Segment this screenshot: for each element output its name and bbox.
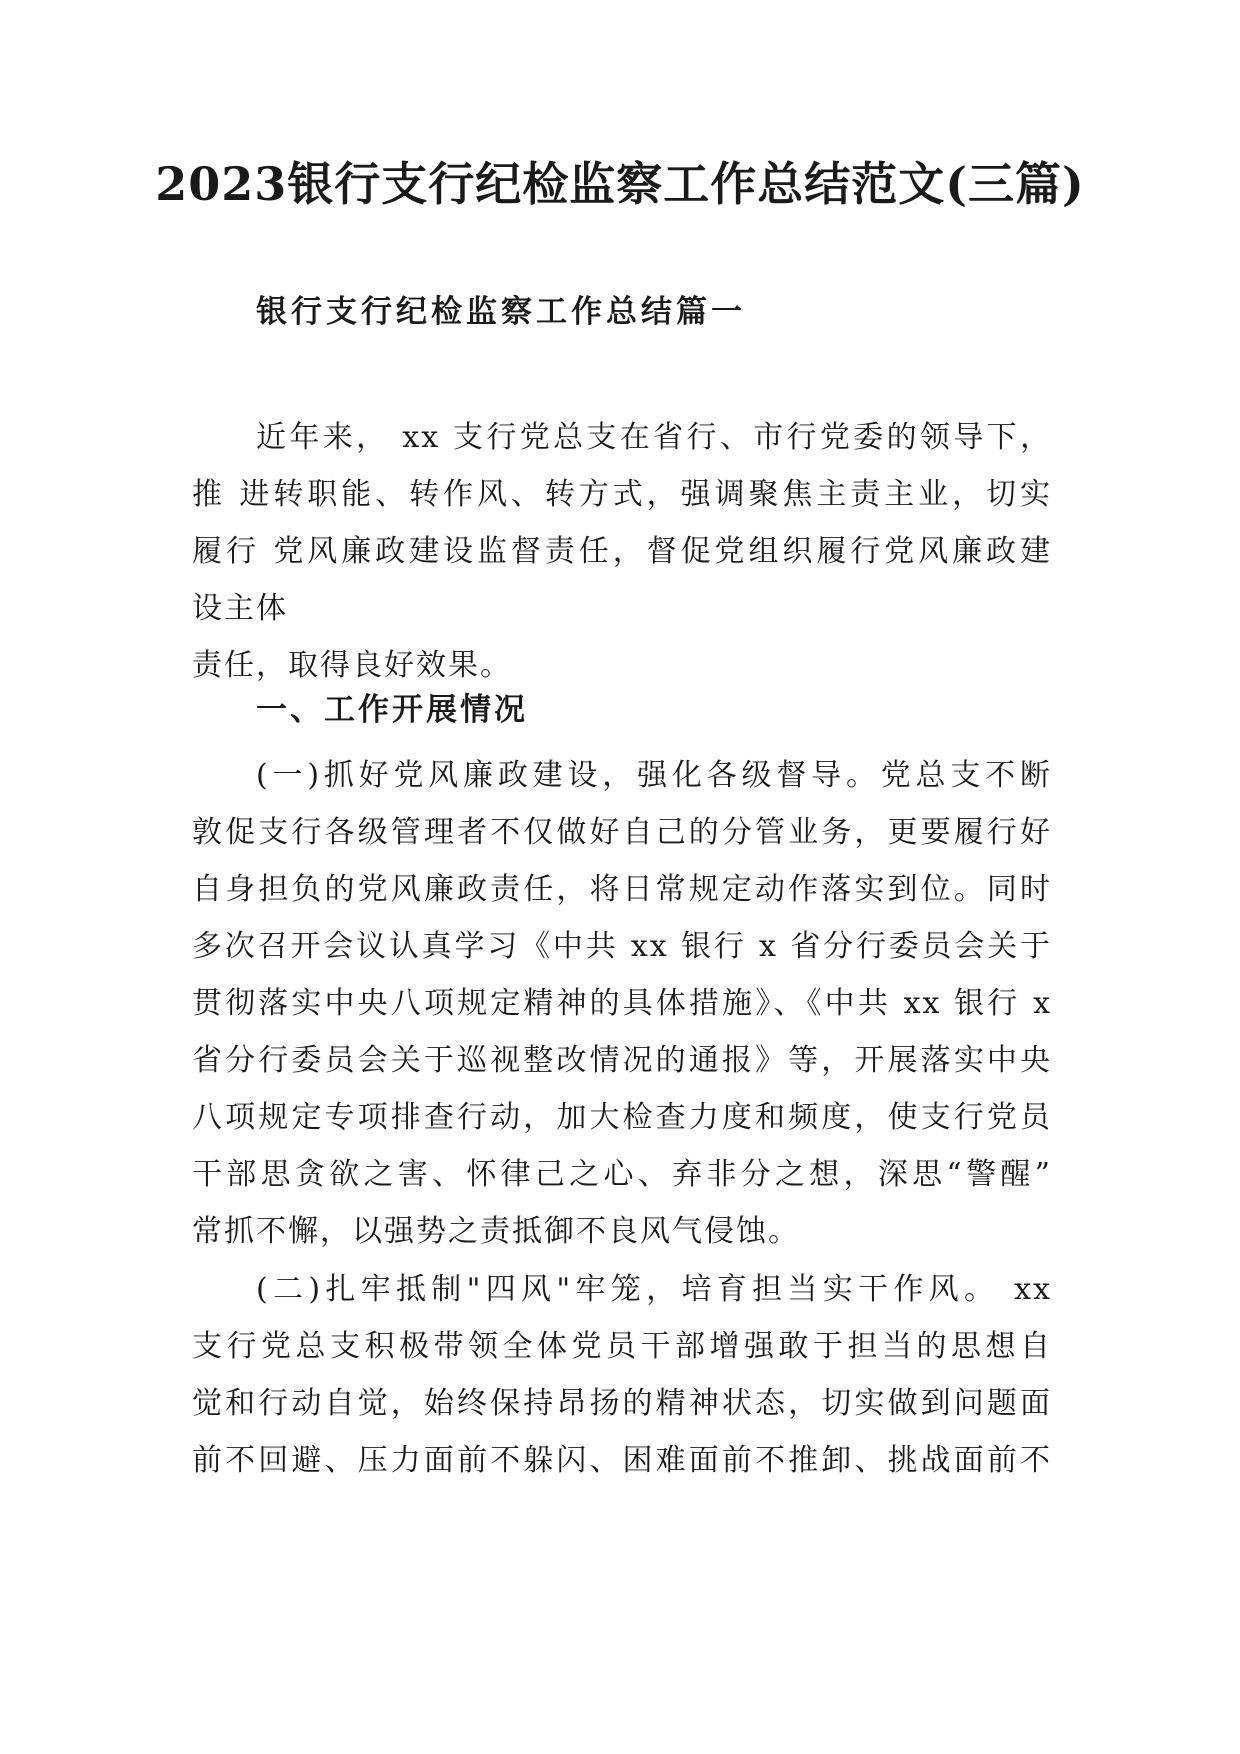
- section-heading: 一、工作开展情况: [256, 692, 528, 728]
- text-line: (一)抓好党风廉政建设，强化各级督导。党总支不断: [256, 758, 1052, 793]
- text-line: 支行党总支积极带领全体党员干部增强敢于担当的思想自: [192, 1329, 1052, 1364]
- part-heading: 银行支行纪检监察工作总结篇一: [256, 294, 746, 330]
- text-line: 多次召开会议认真学习《中共 xx 银行 x 省分行委员会关于: [192, 929, 1052, 964]
- paragraph-1: [192, 747, 1052, 1260]
- text-line: 设主体: [192, 591, 288, 626]
- text-line: 自身担负的党风廉政责任，将日常规定动作落实到位。同时: [192, 872, 1052, 907]
- text-line: 常抓不懈，以强势之责抵御不良风气侵蚀。: [192, 1214, 800, 1249]
- document-title: 2023银行支行纪检监察工作总结范文(三篇): [155, 157, 1085, 211]
- text-line: 八项规定专项排查行动，加大检查力度和频度，使支行党员: [192, 1100, 1052, 1135]
- intro-paragraph: [192, 409, 1052, 694]
- text-line: 觉和行动自觉，始终保持昂扬的精神状态，切实做到问题面: [192, 1386, 1052, 1421]
- text-line: 干部思贪欲之害、怀律己之心、弃非分之想，深思“警醒”: [192, 1157, 1052, 1192]
- text-line: 敦促支行各级管理者不仅做好自己的分管业务，更要履行好: [192, 815, 1052, 850]
- text-line: (二)扎牢抵制"四风"牢笼，培育担当实干作风。 xx: [256, 1272, 1052, 1307]
- text-line: 责任，取得良好效果。: [192, 648, 512, 683]
- paragraph-2: [192, 1261, 1052, 1489]
- text-line: 前不回避、压力面前不躲闪、困难面前不推卸、挑战面前不: [192, 1443, 1052, 1478]
- text-line: 推 进转职能、转作风、转方式，强调聚焦主责主业，切实: [192, 477, 1052, 512]
- text-line: 近年来， xx 支行党总支在省行、市行党委的领导下，: [256, 420, 1052, 455]
- text-line: 履行 党风廉政建设监督责任，督促党组织履行党风廉政建: [192, 534, 1052, 569]
- text-line: 省分行委员会关于巡视整改情况的通报》等，开展落实中央: [192, 1043, 1052, 1078]
- text-line: 贯彻落实中央八项规定精神的具体措施》、《中共 xx 银行 x: [192, 986, 1052, 1021]
